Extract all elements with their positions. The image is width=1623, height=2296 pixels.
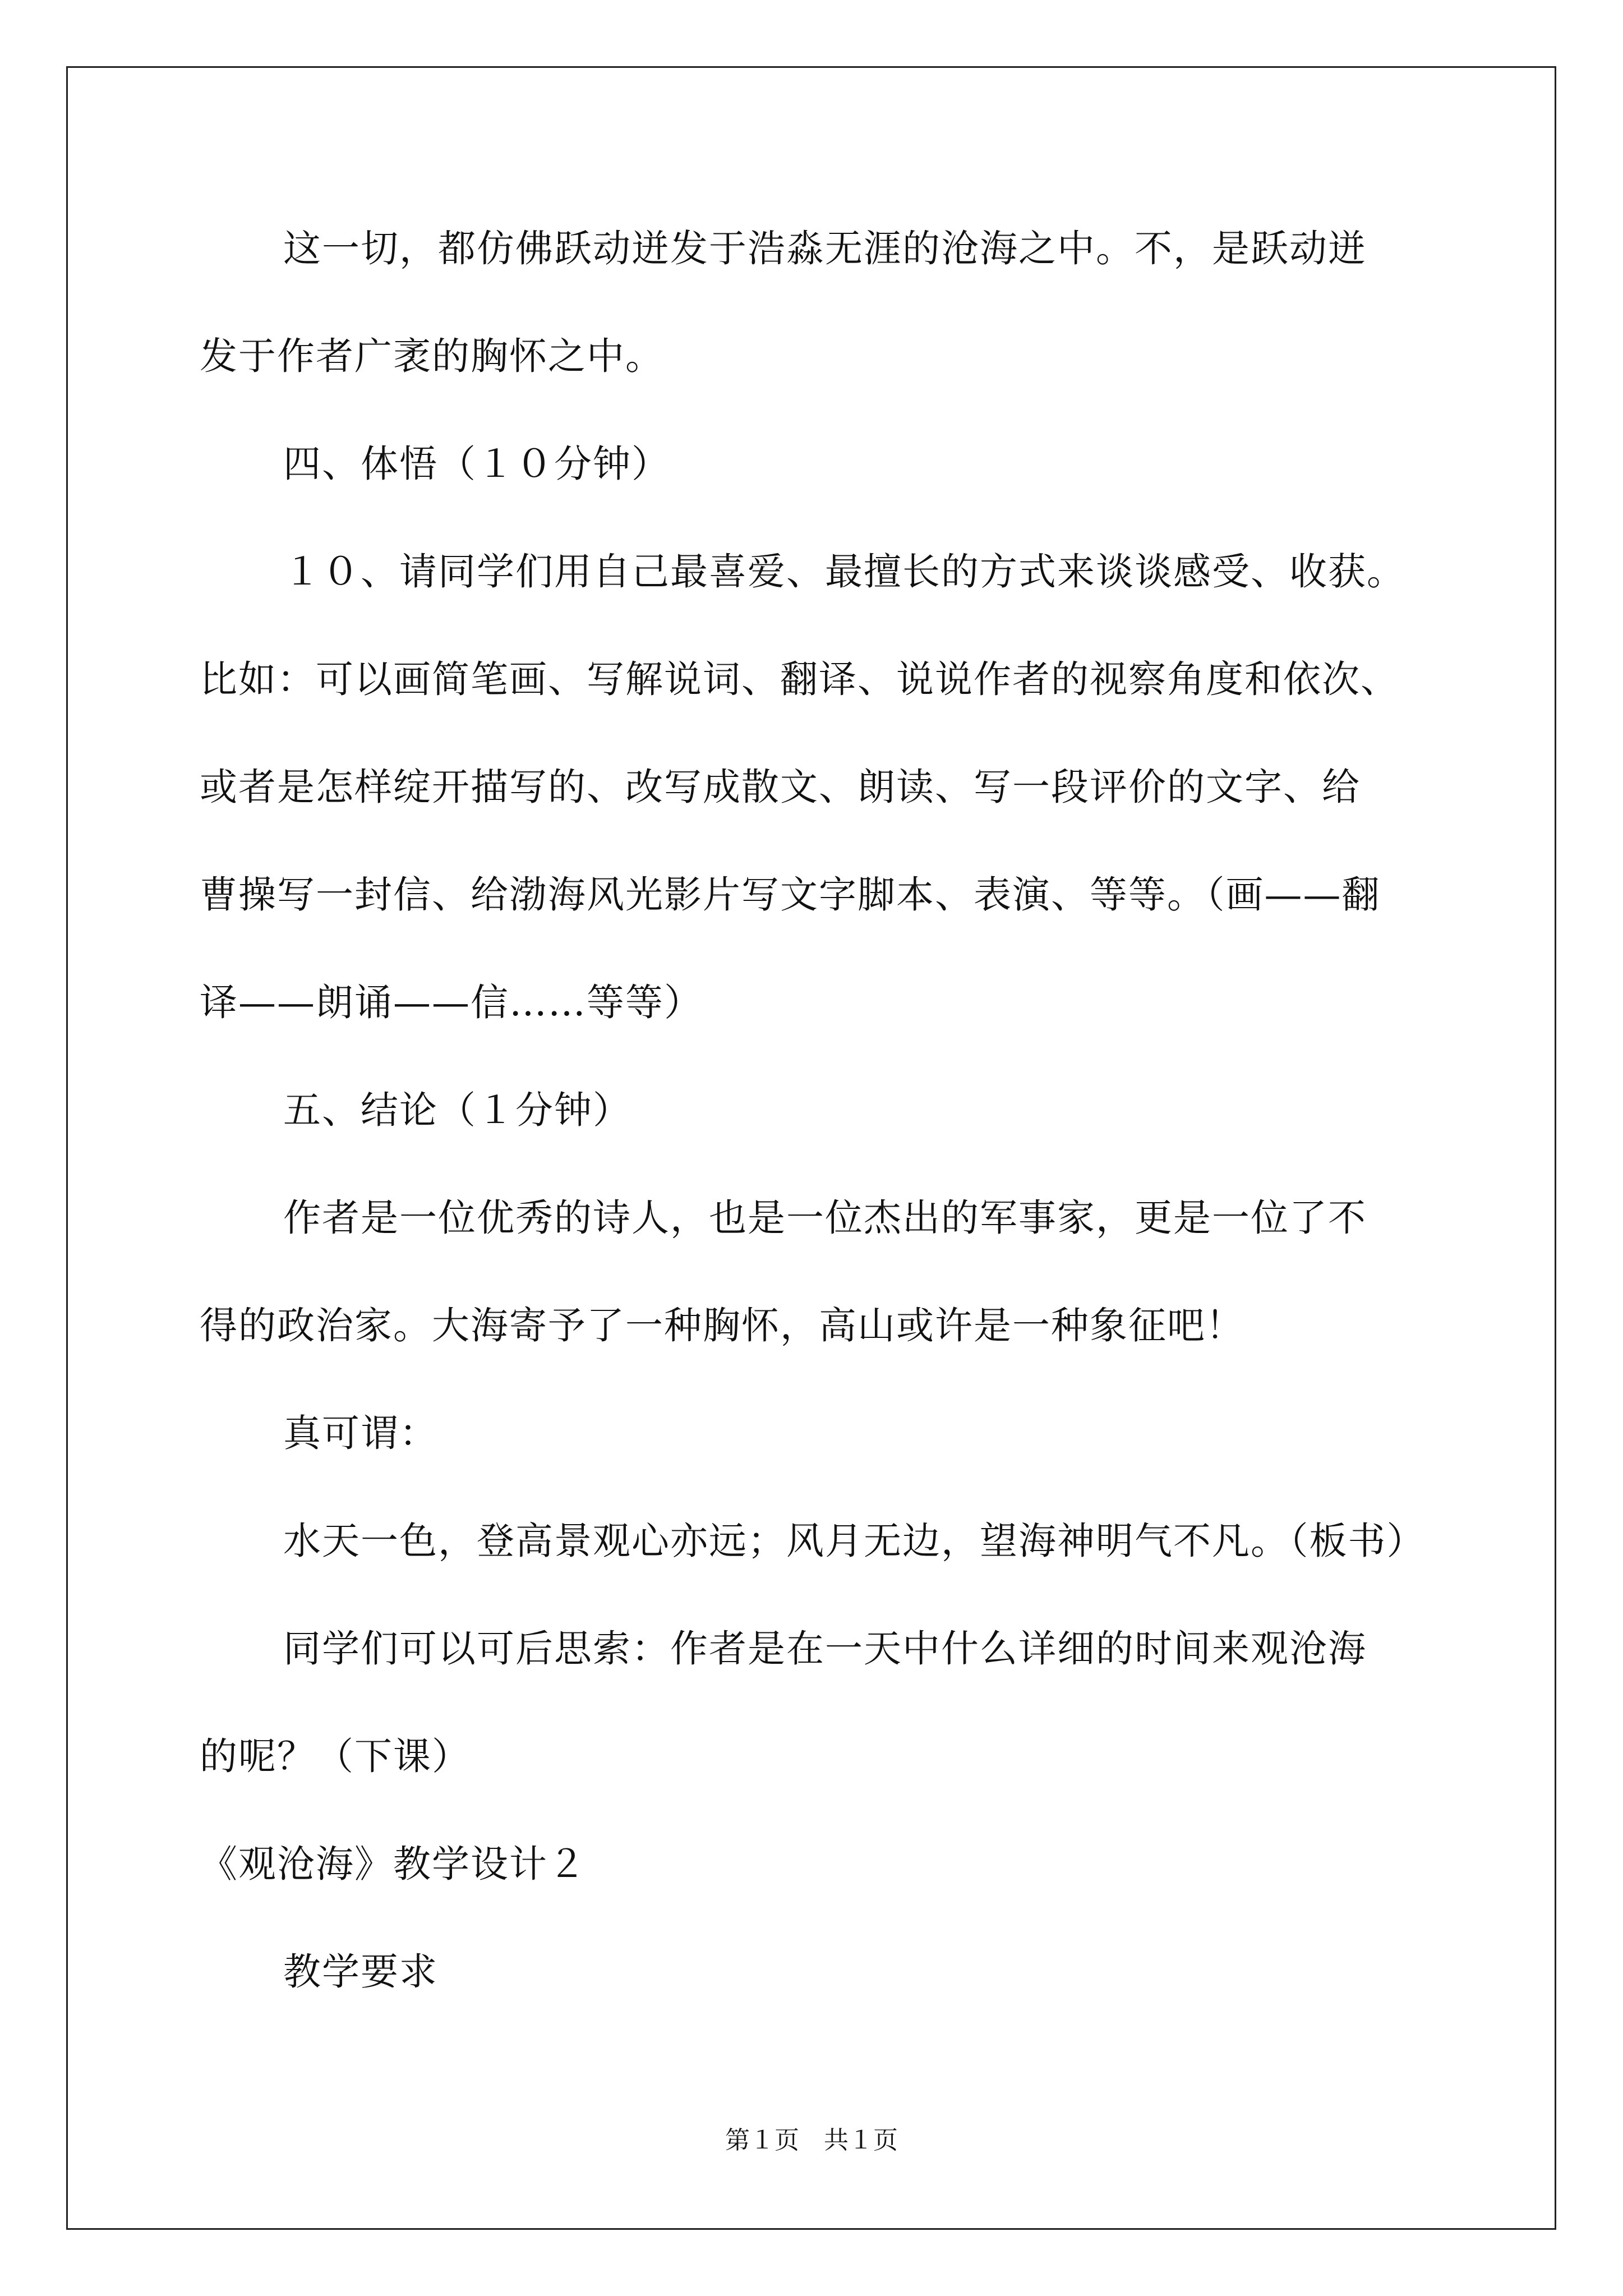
paragraph-line: 或者是怎样绽开描写的、改写成散文、朗读、写一段评价的文字、给 <box>200 765 1361 809</box>
section-heading: 教学要求 <box>283 1950 438 1994</box>
paragraph-line: １０、请同学们用自己最喜爱、最擅长的方式来谈谈感受、收获。 <box>283 550 1405 593</box>
paragraph-line: 这一切，都仿佛跃动迸发于浩淼无涯的沧海之中。不，是跃动迸 <box>283 227 1367 270</box>
paragraph-line: 的呢？（下课） <box>200 1734 471 1778</box>
paragraph-line: 发于作者广袤的胸怀之中。 <box>200 334 664 378</box>
page-number-footer: 第１页 共１页 <box>725 2126 898 2155</box>
paragraph-line: 真可谓： <box>283 1411 438 1455</box>
page-border <box>66 66 1556 2230</box>
paragraph-line: 作者是一位优秀的诗人，也是一位杰出的军事家，更是一位了不 <box>283 1196 1367 1240</box>
paragraph-line: 译——朗诵——信……等等） <box>200 981 703 1024</box>
paragraph-line: 水天一色，登高景观心亦远；风月无边，望海神明气不凡。（板书） <box>283 1519 1426 1563</box>
section-heading: 五、结论（１分钟） <box>283 1088 631 1132</box>
paragraph-line: 比如：可以画简笔画、写解说词、翻译、说说作者的视察角度和依次、 <box>200 657 1399 701</box>
paragraph-line: 得的政治家。大海寄予了一种胸怀，高山或许是一种象征吧！ <box>200 1304 1244 1347</box>
paragraph-line: 曹操写一封信、给渤海风光影片写文字脚本、表演、等等。（画——翻 <box>200 873 1381 917</box>
section-heading: 四、体悟（１０分钟） <box>283 442 670 486</box>
document-title: 《观沧海》教学设计２ <box>200 1842 587 1886</box>
paragraph-line: 同学们可以可后思索：作者是在一天中什么详细的时间来观沧海 <box>283 1627 1367 1671</box>
